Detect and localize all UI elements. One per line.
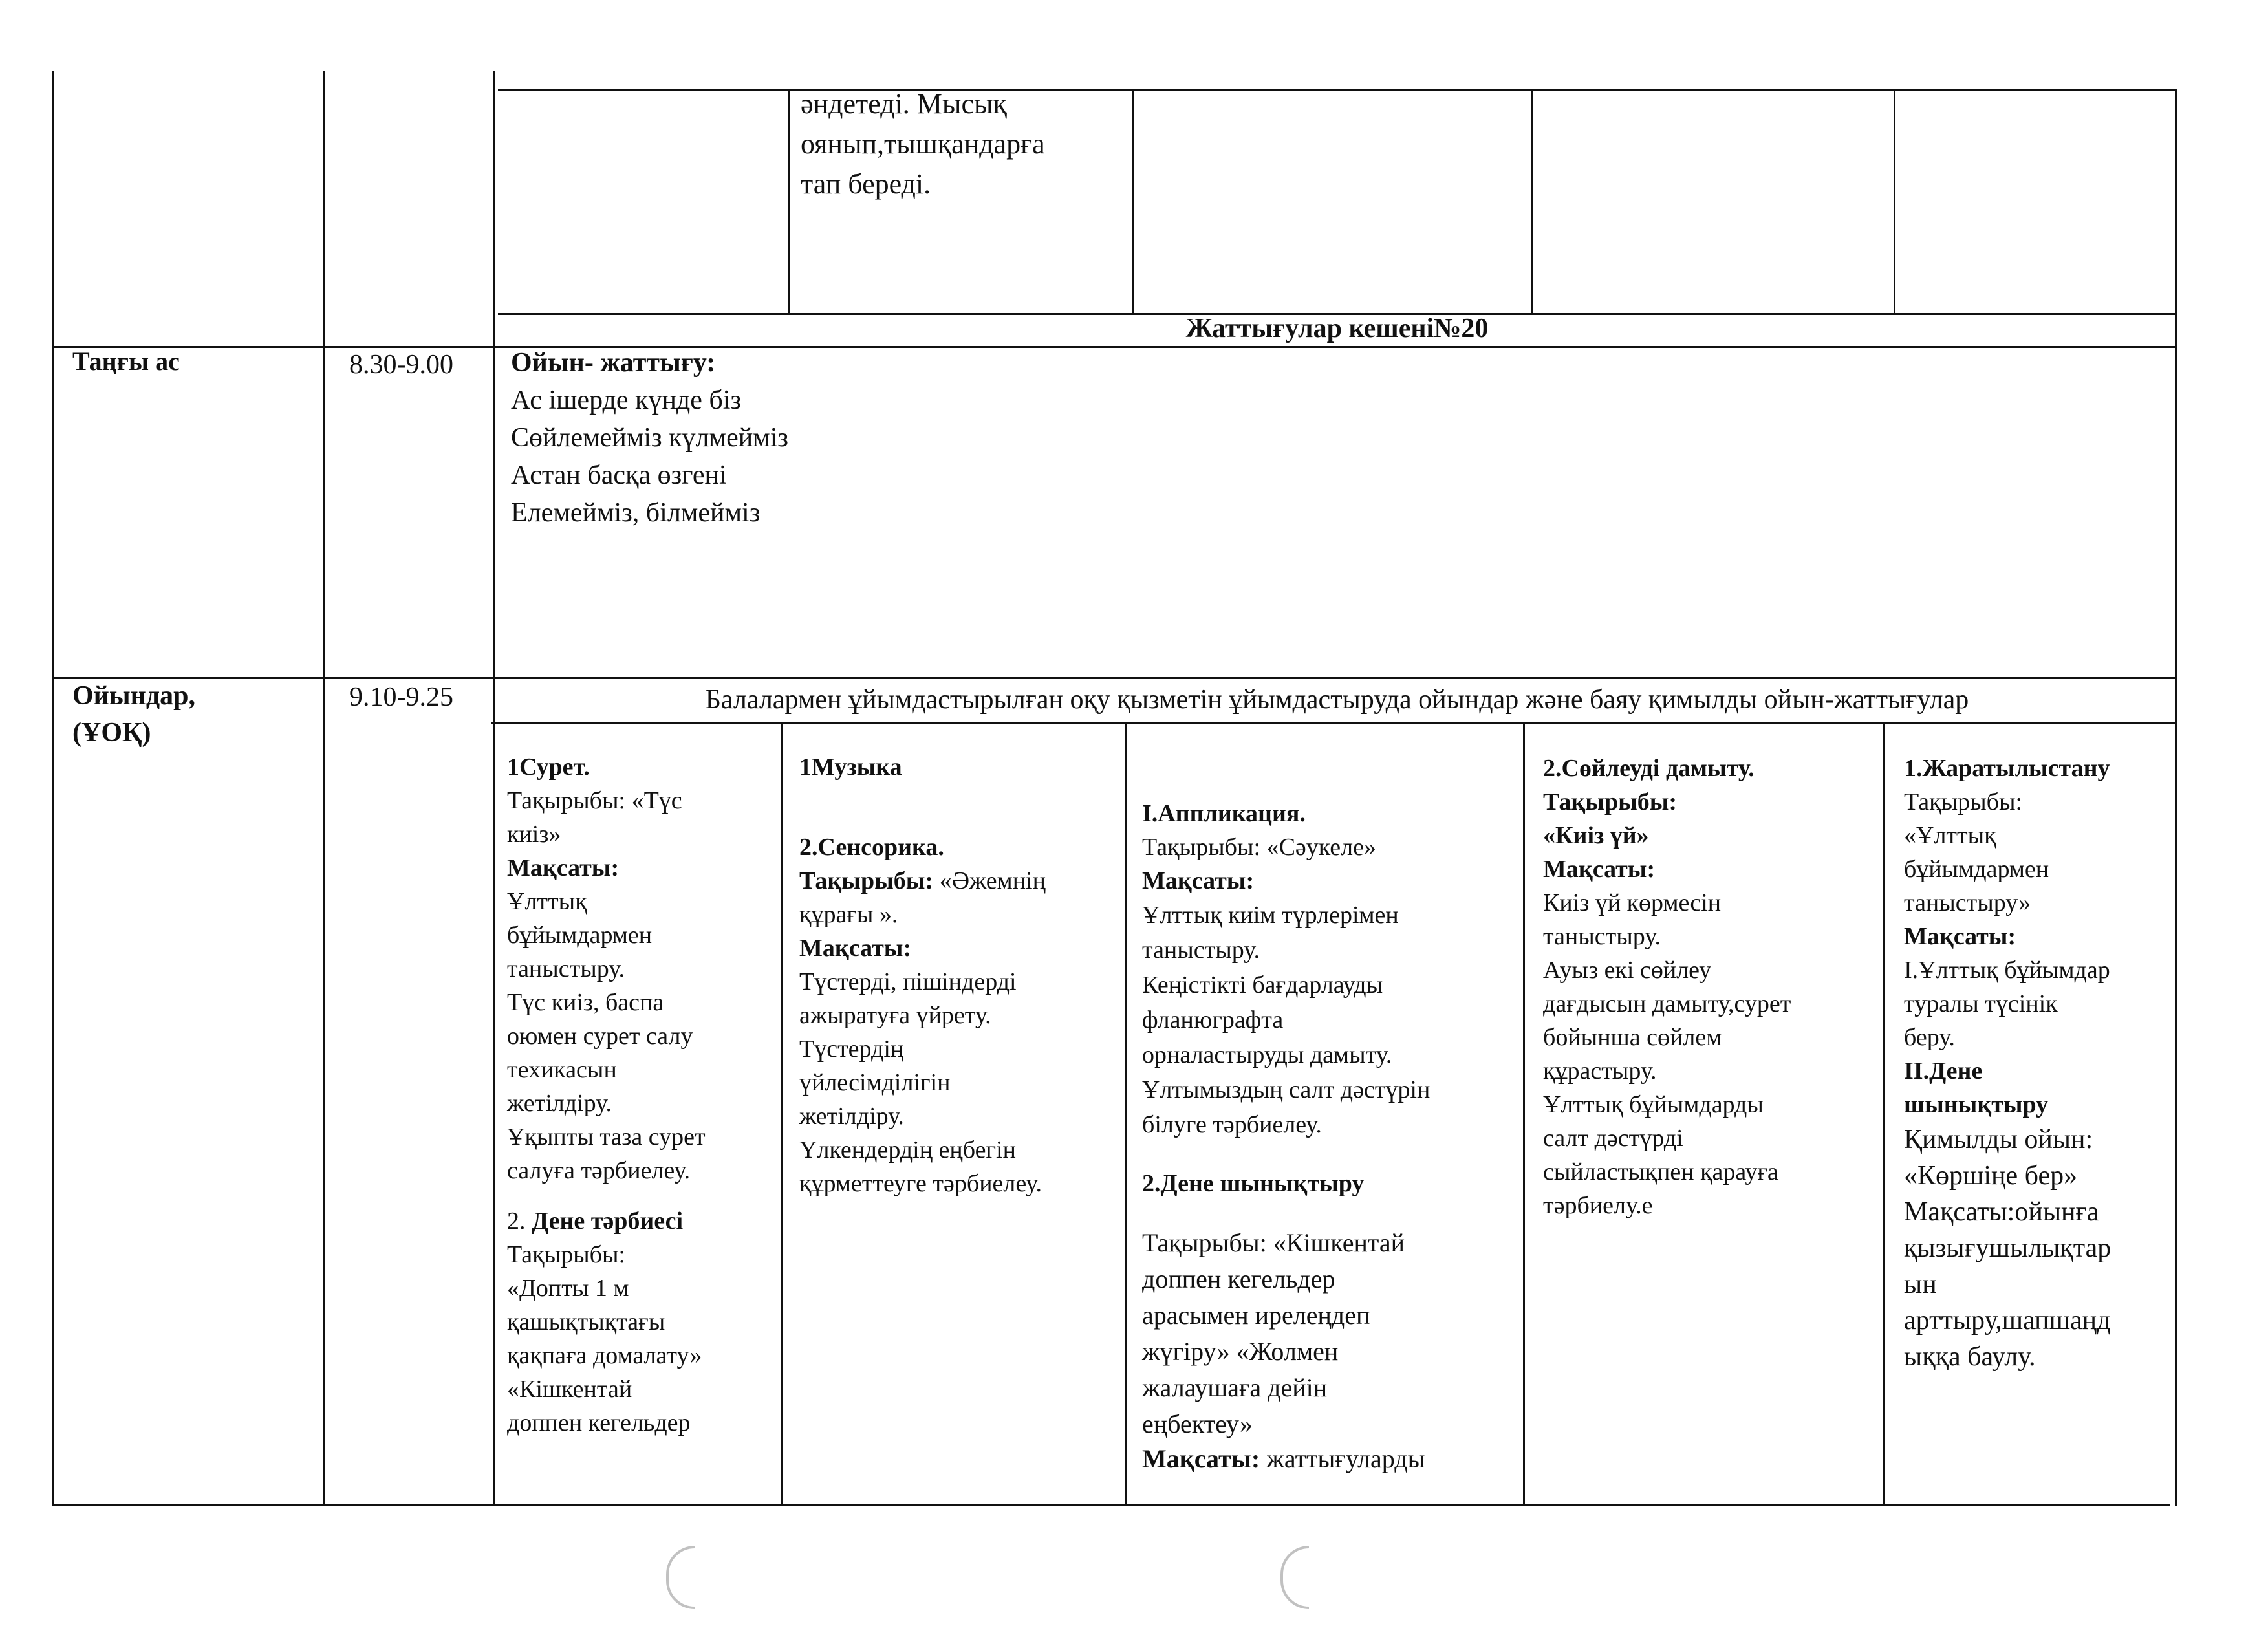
day1-sub-heading bbox=[507, 1204, 779, 1238]
day3-cell bbox=[1142, 797, 1520, 1476]
day1-goal: Ұлттық бұйымдармен таныстыру. Түс киіз, баспа оюмен сурет салу техикасын жетілдіру. Ұқыпты таза сурет салуға тәрбиелеу. bbox=[507, 888, 706, 1184]
day4-goal-label: Мақсаты: bbox=[1543, 856, 1656, 883]
day2-cell bbox=[799, 750, 1123, 1200]
day4-topic: «Киіз үй» bbox=[1543, 822, 1649, 849]
day3-sub-text: Тақырыбы: «Кішкентай доппен кегельдер арасымен ирелеңдеп жүгіру» «Жолмен жалаушаға дейін еңбектеу» bbox=[1142, 1228, 1405, 1438]
day3-sub-goal: жаттығуларды bbox=[1260, 1444, 1425, 1473]
day5-sub-title: ІІ.Дене шынықтыру bbox=[1904, 1057, 2049, 1118]
day4-title: 2.Сөйлеуді дамыту. bbox=[1543, 755, 1755, 782]
day3-topic: Тақырыбы: «Сәукеле» bbox=[1142, 834, 1377, 861]
day5-topic: Тақырыбы: «Ұлттық бұйымдармен таныстыру» bbox=[1904, 788, 2049, 916]
day1-title: 1Сурет. bbox=[507, 753, 590, 781]
top-row-divider-2 bbox=[1132, 89, 1134, 313]
day2-goal: Түстерді, пішіндерді ажыратуға үйрету. Түстердің үйлесімділігін жетілдіру. Үлкендердің еңбегін құрметтеуге тәрбиелеу. bbox=[799, 968, 1042, 1197]
day3-sub-goal-label: Мақсаты: bbox=[1142, 1444, 1260, 1473]
day-divider-1 bbox=[781, 722, 783, 1504]
day2-topic-label: Тақырыбы: bbox=[799, 867, 934, 894]
day4-goal: Киіз үй көрмесін таныстыру. Ауыз екі сөйлеу дағдысын дамыту,сурет бойынша сөйлем құрастыру. Ұлттық бұйымдарды салт дәстүрді сыйластықпен қарауға тәрбиелу.е bbox=[1543, 889, 1791, 1219]
day2-topic-line bbox=[799, 864, 1123, 931]
top-row-divider-3 bbox=[1531, 89, 1533, 313]
day-divider-3 bbox=[1523, 722, 1525, 1504]
day4-topic-label: Тақырыбы: bbox=[1543, 788, 1678, 816]
day5-goal: І.Ұлттық бұйымдар туралы түсінік беру. bbox=[1904, 957, 2110, 1051]
breakfast-heading: Ойын- жаттығу: bbox=[511, 348, 716, 378]
day4-cell bbox=[1543, 752, 1879, 1222]
day1-goal-label: Мақсаты: bbox=[507, 854, 620, 882]
day-divider-4 bbox=[1883, 722, 1885, 1504]
hole-punch-mark-right bbox=[1280, 1546, 1309, 1609]
table-left-border bbox=[52, 71, 54, 1506]
day1-cell bbox=[507, 750, 779, 1440]
top-row-col4-text: әндетеді. Мысық оянып,тышқандарға тап береді. bbox=[801, 88, 1045, 200]
exercise-complex-title: Жаттығулар кешені№20 bbox=[1185, 314, 1489, 343]
col-content-left bbox=[493, 71, 495, 1506]
day3-sub-title: 2.Дене шынықтыру bbox=[1142, 1170, 1365, 1197]
table-right-border bbox=[2175, 89, 2177, 1506]
day2-sub-title: 2.Сенсорика. bbox=[799, 834, 944, 861]
breakfast-time: 8.30-9.00 bbox=[349, 350, 453, 380]
games-header-bottom bbox=[491, 722, 2176, 724]
games-row-top bbox=[52, 677, 2176, 679]
day2-goal-label: Мақсаты: bbox=[799, 935, 912, 962]
top-row-divider-1 bbox=[788, 89, 790, 313]
day3-sub-goal-line bbox=[1142, 1442, 1520, 1476]
table-top-border bbox=[498, 89, 2176, 91]
day5-title: 1.Жаратылыстану bbox=[1904, 755, 2110, 782]
games-label: Ойындар, (ҰОҚ) bbox=[72, 681, 195, 748]
hole-punch-mark-left bbox=[666, 1546, 695, 1609]
day3-goal: Ұлттық киім түрлерімен таныстыру. Кеңістікті бағдарлауды фланюграфта орналастыруды дамыту. Ұлтымыздың салт дәстүрін білуге тәрбиелеу. bbox=[1142, 902, 1431, 1138]
day-divider-2 bbox=[1125, 722, 1127, 1504]
col-time-left bbox=[323, 71, 325, 1506]
day5-goal-label: Мақсаты: bbox=[1904, 923, 2016, 950]
day1-sub-title: Дене тәрбиесі bbox=[532, 1207, 684, 1235]
day5-cell bbox=[1904, 752, 2173, 1375]
day1-sub-text: Тақырыбы: «Допты 1 м қашықтықтағы қақпаға домалату» «Кішкентай доппен кегельдер bbox=[507, 1241, 702, 1436]
day5-sub-text: Қимылды ойын: «Көршіңе бер» Мақсаты:ойынға қызығушылықтар ын арттыру,шапшаңд ыққа баулу. bbox=[1904, 1125, 2111, 1372]
top-row-divider-4 bbox=[1894, 89, 1895, 313]
day1-sub-num: 2. bbox=[507, 1207, 532, 1235]
breakfast-poem: Ас ішерде күнде біз Сөйлемейміз күлмейміз Астан басқа өзгені Елемейміз, білмейміз bbox=[511, 385, 789, 528]
day1-topic: Тақырыбы: «Түс киіз» bbox=[507, 787, 682, 848]
table-bottom-border bbox=[52, 1504, 2170, 1506]
day3-goal-label: Мақсаты: bbox=[1142, 867, 1255, 894]
day2-topic: «Әжемнің құрағы ». bbox=[799, 867, 1046, 928]
day3-title: І.Аппликация. bbox=[1142, 800, 1306, 827]
day2-title: 1Музыка bbox=[799, 753, 902, 781]
breakfast-label: Таңғы ас bbox=[72, 347, 180, 376]
games-time: 9.10-9.25 bbox=[349, 682, 453, 712]
games-header: Балалармен ұйымдастырылған оқу қызметін ұйымдастыруда ойындар және баяу қимылды ойын-жаттығулар bbox=[705, 685, 1969, 715]
